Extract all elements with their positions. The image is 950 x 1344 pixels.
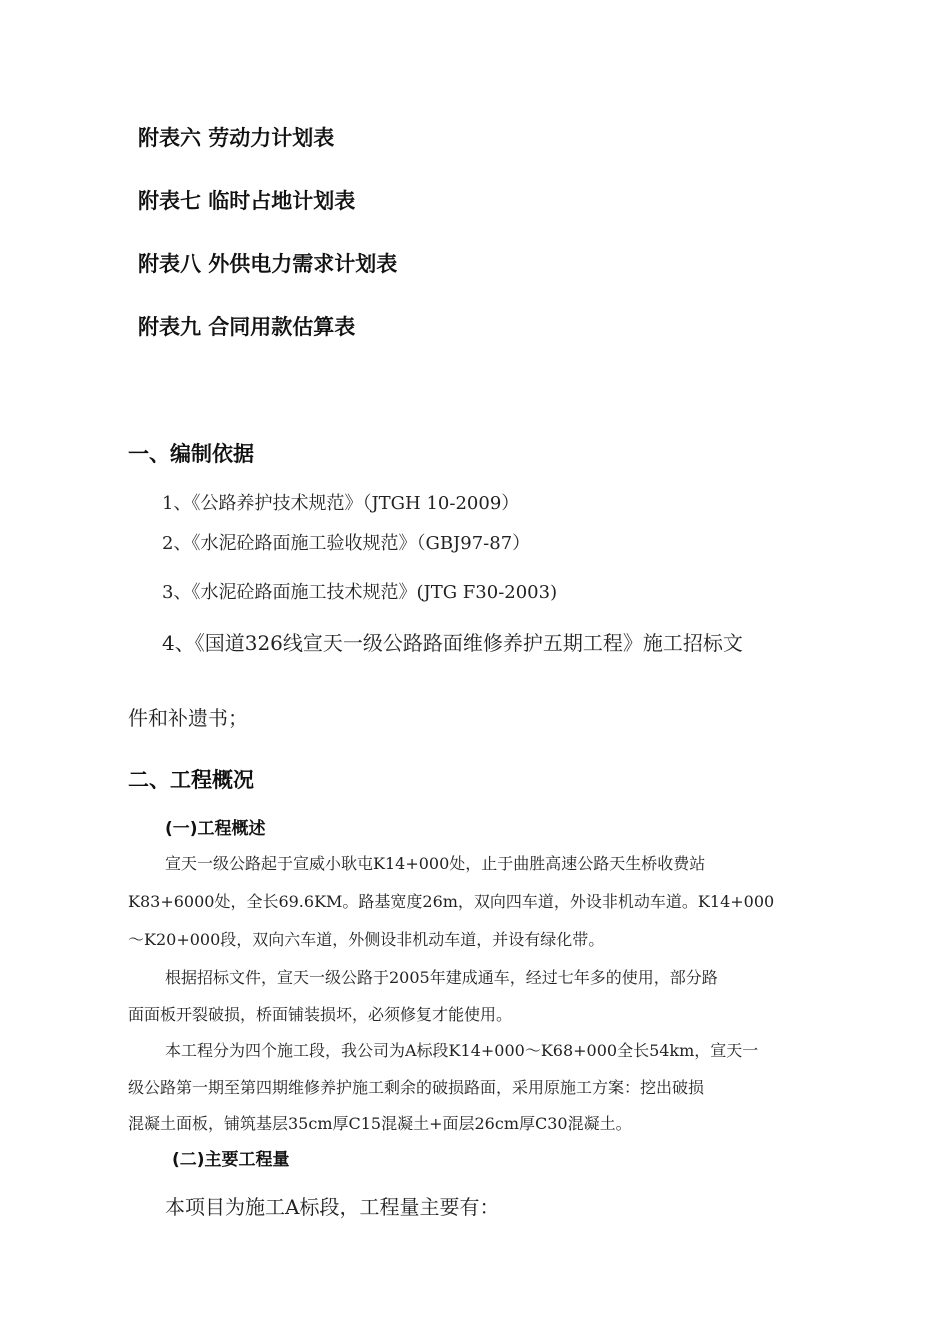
reference-item-1: 1、《公路养护技术规范》（JTGH 10-2009） (162, 493, 520, 514)
paragraph-line: 根据招标文件，宣天一级公路于2005年建成通车，经过七年多的使用，部分路 (165, 968, 718, 987)
paragraph-line: 混凝土面板，铺筑基层35cm厚C15混凝土+面层26cm厚C30混凝土。 (128, 1114, 632, 1133)
reference-item-4: 4、《国道326线宣天一级公路路面维修养护五期工程》施工招标文 (162, 631, 743, 655)
appendix-item-6: 附表六 劳动力计划表 (138, 126, 335, 150)
section-heading-basis: 一、编制依据 (128, 442, 254, 466)
reference-item-4-continuation: 件和补遗书； (128, 706, 248, 730)
appendix-item-8: 附表八 外供电力需求计划表 (138, 252, 398, 276)
paragraph-line: 本项目为施工A标段，工程量主要有： (165, 1195, 500, 1219)
paragraph-line: K83+6000处，全长69.6KM。路基宽度26m，双向四车道，外设非机动车道。K14+000 (128, 892, 775, 911)
subsection-heading-quantities: (二)主要工程量 (172, 1150, 290, 1170)
paragraph-line: ～K20+000段，双向六车道，外侧设非机动车道，并设有绿化带。 (128, 930, 605, 949)
reference-item-2: 2、《水泥砼路面施工验收规范》（GBJ97-87） (162, 533, 531, 554)
appendix-item-9: 附表九 合同用款估算表 (138, 315, 356, 339)
appendix-item-7: 附表七 临时占地计划表 (138, 189, 356, 213)
paragraph-line: 面面板开裂破损，桥面铺装损坏，必须修复才能使用。 (128, 1005, 513, 1024)
paragraph-line: 级公路第一期至第四期维修养护施工剩余的破损路面，采用原施工方案：挖出破损 (128, 1078, 705, 1097)
paragraph-line: 宣天一级公路起于宣威小耿屯K14+000处，止于曲胜高速公路天生桥收费站 (165, 854, 706, 873)
paragraph-line: 本工程分为四个施工段，我公司为A标段K14+000～K68+000全长54km，宣天一 (165, 1041, 759, 1060)
section-heading-overview: 二、工程概况 (128, 768, 254, 792)
reference-item-3: 3、《水泥砼路面施工技术规范》(JTG F30-2003) (162, 582, 558, 603)
subsection-heading-summary: (一)工程概述 (165, 819, 266, 839)
